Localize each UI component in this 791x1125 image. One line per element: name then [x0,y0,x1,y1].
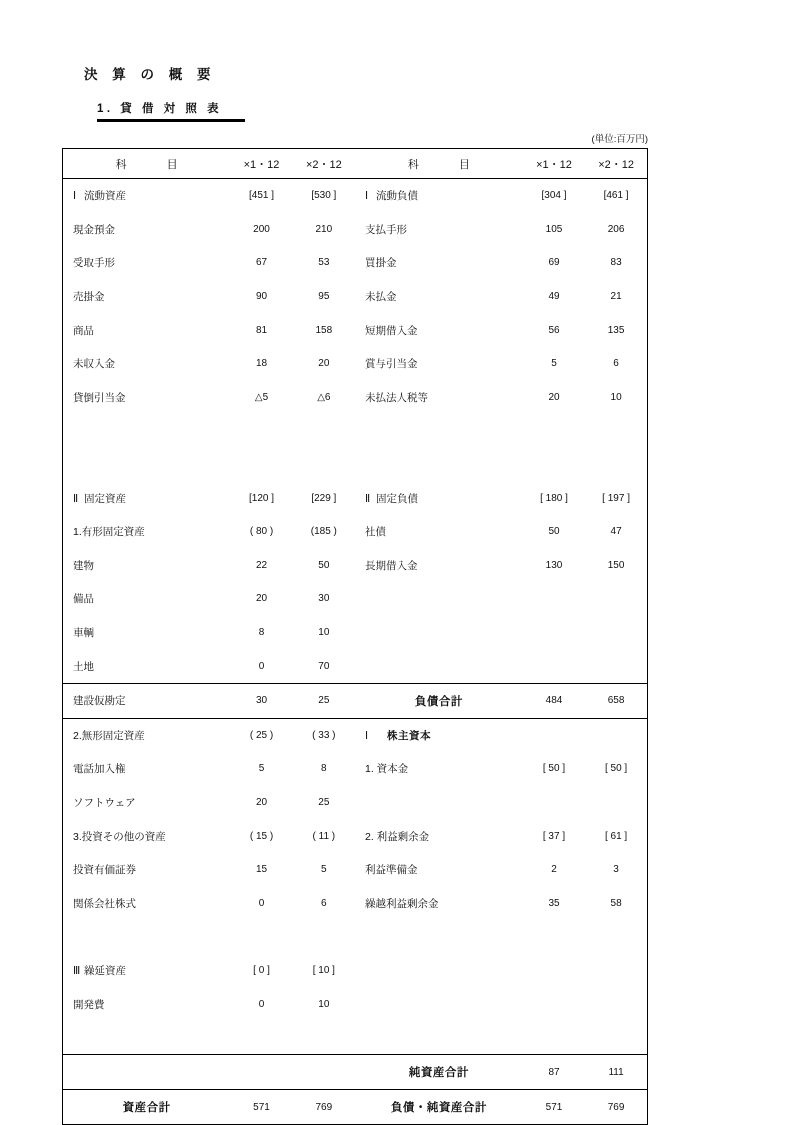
account-label-cell [355,752,523,786]
account-label-cell [63,616,231,650]
value-period2 [293,414,355,448]
table-row [63,819,648,853]
account-label-cell [355,920,523,954]
value-period1: 130 [545,559,563,571]
table-row [63,718,648,752]
value-period2 [585,616,647,650]
account-label-cell [355,649,523,683]
table-row [63,280,648,314]
value-period2: [461 ] [603,190,629,202]
table-row [63,786,648,820]
account-label: 3.投資その他の資産 [73,830,166,843]
account-label: 流動負債 [375,190,418,203]
value-period2: 6 [321,897,327,909]
account-label: 固定負債 [375,492,418,505]
account-label-cell [355,347,523,381]
value-period2 [293,1021,355,1055]
table-row [63,954,648,988]
value-period1: 56 [548,324,560,336]
table-row [63,616,648,650]
value-period2 [585,987,647,1021]
account-label-cell [63,886,231,920]
value-period2: 6 [613,358,619,370]
value-period2 [585,582,647,616]
account-label: 社債 [364,526,386,539]
table-body [63,179,648,1125]
value-period2: [ 197 ] [602,492,630,504]
subtotal-label-cell: 負債合計 [355,683,523,718]
value-period1 [523,718,585,752]
account-label-cell [355,414,523,448]
account-label: 土地 [73,660,94,673]
value-period1 [523,448,585,482]
account-label: 2.無形固定資産 [73,729,145,742]
account-label: 流動資産 [84,190,126,203]
value-period2 [585,414,647,448]
value-period1: [ 50 ] [542,763,566,775]
account-label: 利益準備金 [364,864,418,877]
account-label-cell [355,582,523,616]
account-label-cell [63,920,231,954]
value-period1: 20 [548,391,560,403]
value-period2: [ 61 ] [604,830,628,842]
account-label: 投資有価証券 [73,864,136,877]
account-label: 株主資本 [386,729,431,742]
account-label-cell [355,616,523,650]
account-label: 2. 利益剰余金 [364,830,430,843]
value-period2 [585,649,647,683]
account-label-cell [63,819,231,853]
account-label: 未収入金 [73,358,115,371]
account-label-cell [63,381,231,415]
value-period2: 150 [607,559,625,571]
account-label-cell [355,1021,523,1055]
account-label-cell [63,786,231,820]
header-account-assets [63,149,231,179]
value-period1 [230,1021,292,1055]
table-row [63,853,648,887]
account-label: 未払金 [364,291,397,304]
value-period2: 70 [318,660,330,672]
account-label: 車輌 [73,627,94,640]
value-period1: 50 [548,526,560,538]
section-numeral: Ⅱ [73,492,79,505]
value-period1: 90 [255,291,268,303]
header-account-assets-label: 科 目 [115,158,184,171]
table-row [63,381,648,415]
account-label-cell [355,213,523,247]
section-heading-label: 1. 貸 借 対 照 表 [97,103,223,115]
account-label: ソフトウェア [73,796,136,809]
value-period2: 10 [318,627,330,639]
account-label-cell [355,954,523,988]
value-period1: 0 [258,998,265,1010]
value-period1: 69 [548,257,560,269]
value-period1: 20 [255,796,268,808]
account-label-cell [355,246,523,280]
table-row [63,179,648,213]
value-period2 [293,1055,355,1090]
account-label-cell [355,515,523,549]
account-label: 備品 [73,593,94,606]
table-row [63,1055,648,1090]
account-label-cell [63,481,231,515]
value-period2 [293,920,355,954]
account-label-cell [63,347,231,381]
account-label-cell [63,1021,231,1055]
value-period2: 158 [315,324,333,336]
account-label: 商品 [73,324,94,337]
table-row [63,549,648,583]
value-period2: 10 [610,391,622,403]
value-period1 [523,414,585,448]
header-period1-liabilities: ×1・12 [523,149,585,179]
value-period1: 0 [258,897,265,909]
table-row [63,313,648,347]
value-period2 [585,718,647,752]
header-account-liabilities [355,149,523,179]
account-label: 固定資産 [84,492,126,505]
table-row [63,481,648,515]
value-period2: 5 [321,864,327,876]
value-period2: [ 10 ] [312,964,335,976]
table-row [63,987,648,1021]
account-label-cell [63,683,231,718]
value-period1 [523,786,585,820]
header-period2-assets: ×2・12 [293,149,355,179]
account-label: 開発費 [73,998,105,1011]
value-period2 [585,448,647,482]
account-label: 未払法人税等 [364,391,428,404]
value-period1: [ 37 ] [542,830,566,842]
account-label-cell [63,987,231,1021]
value-period2: 769 [293,1090,355,1125]
account-label-cell [63,448,231,482]
account-label-cell [355,987,523,1021]
account-label-cell [63,1055,231,1090]
value-period1: [304 ] [541,190,567,202]
value-period2: ( 11 ) [312,830,336,842]
table-row [63,649,648,683]
subtotal-label-cell: 負債・純資産合計 [355,1090,523,1125]
value-period1: ( 25 ) [249,729,274,741]
value-period2 [585,954,647,988]
account-label-cell [355,786,523,820]
section-numeral: Ⅰ [73,190,77,203]
account-label: 短期借入金 [364,324,418,337]
section-numeral: Ⅰ [364,190,369,203]
value-period2: 135 [607,324,625,336]
value-period2: 20 [318,358,330,370]
account-label-cell [63,280,231,314]
value-period1: 22 [255,559,268,571]
table-row [63,448,648,482]
value-period2: 53 [318,257,330,269]
value-period2 [585,786,647,820]
account-label-cell [63,179,231,213]
section-numeral: Ⅱ [364,492,371,505]
account-label: 繰越利益剰余金 [364,897,439,910]
value-period1: 200 [253,223,270,235]
header-account-liabilities-label: 科 目 [407,158,476,171]
account-label-cell [355,549,523,583]
value-period1: ( 80 ) [249,526,274,538]
value-period1 [523,1021,585,1055]
account-label-cell [355,481,523,515]
account-label: 長期借入金 [364,559,418,572]
value-period2: 210 [315,223,333,235]
value-period1: [451 ] [249,190,275,202]
value-period1: ( 15 ) [249,830,274,842]
account-label: 電話加入権 [73,763,126,776]
account-label: 繰延資産 [84,964,126,977]
value-period2 [293,448,355,482]
value-period2: 21 [610,291,622,303]
value-period1: 30 [230,683,292,718]
account-label-cell [63,313,231,347]
value-period1: 5 [551,358,557,370]
subtotal-label-cell: 純資産合計 [355,1055,523,1090]
value-period1: 18 [255,358,268,370]
value-period2: [530 ] [311,190,337,202]
table-row [63,582,648,616]
table-row [63,683,648,718]
table-row [63,886,648,920]
account-label: 1. 資本金 [364,763,409,776]
value-period1 [230,1055,292,1090]
account-label-cell [63,954,231,988]
value-period2: 206 [607,223,625,235]
account-label: 1.有形固定資産 [73,526,145,539]
grand-total-row [63,1090,648,1125]
account-label-cell [63,649,231,683]
table-row [63,1021,648,1055]
value-period2: △6 [317,391,331,403]
account-label-cell [63,515,231,549]
value-period2: 111 [585,1055,647,1090]
value-period1: 81 [255,324,268,336]
account-label-cell [355,381,523,415]
account-label: 関係会社株式 [73,897,136,910]
value-period1: 0 [258,660,265,672]
value-period2: 25 [293,683,355,718]
value-period1: 571 [523,1090,585,1125]
table-row [63,515,648,549]
account-label-cell [63,582,231,616]
value-period1: 8 [258,627,265,639]
account-label-cell [355,886,523,920]
value-period2: 10 [318,998,330,1010]
account-label-cell [355,179,523,213]
value-period1: △5 [254,391,269,403]
value-period2: 50 [318,559,330,571]
account-label-cell [63,718,231,752]
value-period2: 25 [318,796,330,808]
account-label-cell [63,752,231,786]
value-period1 [230,414,292,448]
account-label: 賞与引当金 [364,358,418,371]
value-period2: 95 [318,291,330,303]
section-heading-underline [97,119,245,122]
value-period1: 105 [545,223,563,235]
value-period2: 8 [321,763,327,775]
account-label: 建物 [73,559,94,572]
table-row [63,347,648,381]
value-period1 [523,649,585,683]
value-period1: [ 0 ] [253,964,270,976]
value-period2: 58 [610,897,622,909]
value-period2: 3 [613,864,619,876]
account-label: 売掛金 [73,291,105,304]
value-period1 [230,920,292,954]
value-period1 [523,954,585,988]
section-numeral: Ⅲ [73,964,81,977]
account-label-cell [63,213,231,247]
value-period1: 5 [258,763,265,775]
table-row [63,920,648,954]
value-period1 [523,582,585,616]
section-numeral: Ⅰ [364,729,369,742]
account-label: 現金預金 [73,223,115,236]
account-label: 買掛金 [364,257,397,270]
value-period1: 15 [255,864,268,876]
header-period1-assets: ×1・12 [230,149,292,179]
table-row [63,213,648,247]
unit-note: (単位:百万円) [591,134,648,145]
value-period1 [230,448,292,482]
value-period1: 2 [551,864,557,876]
account-label-cell [63,246,231,280]
table-row [63,414,648,448]
section-heading [97,99,245,122]
account-label-cell [63,414,231,448]
value-period1: 20 [255,593,268,605]
value-period2: 47 [610,526,622,538]
account-label-cell [355,819,523,853]
value-period1 [523,616,585,650]
value-period2 [585,1021,647,1055]
value-period2: ( 33 ) [312,729,336,741]
value-period1: 35 [548,897,560,909]
account-label: 受取手形 [73,257,115,270]
account-label: 支払手形 [364,223,407,236]
value-period1: 67 [255,257,268,269]
value-period1 [523,987,585,1021]
account-label-cell [63,549,231,583]
table-row [63,246,648,280]
table-row [63,752,648,786]
account-label-cell [355,718,523,752]
subtotal-label-cell: 資産合計 [63,1090,231,1125]
value-period1 [523,920,585,954]
balance-sheet-table [62,148,648,1125]
account-label: 貸倒引当金 [73,391,126,404]
value-period1: 49 [548,291,560,303]
account-label-cell [355,280,523,314]
value-period1: 571 [230,1090,292,1125]
value-period2: 658 [585,683,647,718]
value-period1: 87 [523,1055,585,1090]
page-title: 決 算 の 概 要 [84,67,217,82]
account-label-cell [63,853,231,887]
value-period2: (185 ) [310,526,337,538]
value-period2: 83 [610,257,622,269]
value-period1: 484 [523,683,585,718]
value-period2: [229 ] [311,492,337,504]
account-label: 建設仮勘定 [73,695,126,708]
value-period2: [ 50 ] [604,763,628,775]
table-header-row [63,149,648,179]
account-label-cell [355,448,523,482]
account-label-cell [355,853,523,887]
value-period1: [120 ] [249,492,275,504]
account-label-cell [355,313,523,347]
value-period2: 769 [585,1090,647,1125]
header-period2-liabilities: ×2・12 [585,149,647,179]
value-period1: [ 180 ] [540,492,568,504]
value-period2: 30 [318,593,330,605]
value-period2 [585,920,647,954]
